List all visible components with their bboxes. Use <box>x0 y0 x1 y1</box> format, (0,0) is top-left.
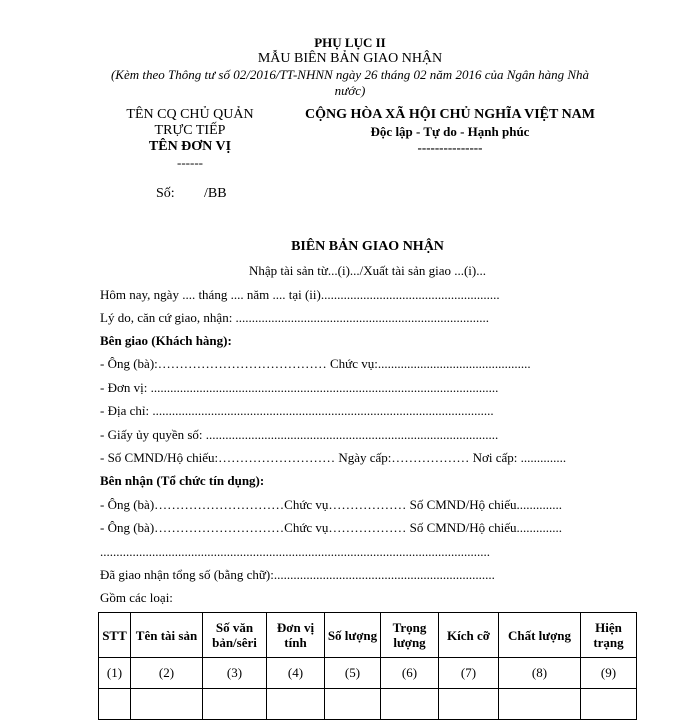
country-name: CỘNG HÒA XÃ HỘI CHỦ NGHĨA VIỆT NAM <box>304 107 595 122</box>
table-cell <box>381 689 439 720</box>
col-header-document-number <box>203 613 267 658</box>
table-cell: (6) <box>381 658 439 689</box>
left-dashes: ------ <box>177 155 203 170</box>
table-cell: (3) <box>203 658 267 689</box>
col-header-stt <box>99 613 131 658</box>
col-header-status <box>581 613 637 658</box>
table-cell <box>267 689 325 720</box>
table-cell <box>203 689 267 720</box>
table-cell <box>131 689 203 720</box>
table-row <box>99 689 637 720</box>
reason-line: Lý do, căn cứ giao, nhận: .............................................................................. <box>100 310 490 325</box>
note-line-1: (Kèm theo Thông tư số 02/2016/TT-NHNN ngày 26 tháng 02 năm 2016 của Ngân hàng Nhà <box>110 67 590 82</box>
table-cell: (7) <box>439 658 499 689</box>
note-line-2: nước) <box>334 83 366 98</box>
total-line: Đã giao nhận tổng số (bằng chữ):.................................................................... <box>100 567 495 582</box>
date-place-line: Hôm nay, ngày .... tháng .... năm .... tại (ii)....................................................... <box>100 287 500 302</box>
agency-line-2: TRỰC TIẾP <box>154 123 226 138</box>
table-header-row <box>99 613 637 658</box>
col-header-quantity <box>325 613 381 658</box>
number-suffix: /BB <box>204 186 227 201</box>
table-cell: (2) <box>131 658 203 689</box>
header-text: bản/sêri <box>212 635 257 650</box>
table-cell <box>581 689 637 720</box>
document-title: BIÊN BẢN GIAO NHẬN <box>291 239 444 254</box>
table-cell <box>439 689 499 720</box>
receiver-heading: Bên nhận (Tổ chức tín dụng): <box>100 473 265 488</box>
giver-name-line: - Ông (bà):………………………………… Chức vụ:............................................... <box>100 356 531 371</box>
header-text: Số văn <box>215 620 254 635</box>
document-subtitle: Nhập tài sản từ...(i).../Xuất tài sản giao ...(i)... <box>248 263 486 278</box>
header-text: Chất lượng <box>507 627 572 643</box>
appendix-heading: PHỤ LỤC II <box>314 35 386 50</box>
col-header-unit <box>267 613 325 658</box>
number-label: Số: <box>156 186 175 201</box>
table-index-row <box>99 658 637 689</box>
header-text: STT <box>102 627 127 643</box>
header-text: Kích cỡ <box>447 627 490 643</box>
agency-line-1: TÊN CQ CHỦ QUẢN <box>126 107 254 122</box>
header-text: trạng <box>593 635 624 650</box>
table-cell: (4) <box>267 658 325 689</box>
table-cell <box>499 689 581 720</box>
table-cell: (1) <box>99 658 131 689</box>
giver-id-line: - Số CMND/Hộ chiếu:……………………… Ngày cấp:……………… Nơi cấp: .............. <box>100 450 567 465</box>
header-text: Đơn vị <box>276 620 315 635</box>
table-cell <box>99 689 131 720</box>
header-text: Hiện <box>595 620 622 635</box>
dotted-line: ........................................................................................................................ <box>100 544 490 559</box>
table-cell: (8) <box>499 658 581 689</box>
header-text: lượng <box>393 635 426 650</box>
giver-address-line: - Địa chỉ: ......................................................................................................... <box>100 403 494 418</box>
table-cell <box>325 689 381 720</box>
giver-authority-line: - Giấy ủy quyền số: .......................................................................................... <box>100 427 499 442</box>
receiver-line-1: - Ông (bà)…………………………Chức vụ……………… Số CMND/Hộ chiếu.............. <box>100 497 563 512</box>
form-title: MẪU BIÊN BẢN GIAO NHẬN <box>257 51 443 66</box>
col-header-asset-name <box>131 613 203 658</box>
national-motto: Độc lập - Tự do - Hạnh phúc <box>370 124 530 139</box>
includes-label: Gồm các loại: <box>100 590 173 605</box>
col-header-size <box>439 613 499 658</box>
col-header-weight <box>381 613 439 658</box>
header-text: Số lượng <box>327 627 378 643</box>
header-text: Tên tài sản <box>135 627 198 643</box>
header-text: Trọng <box>392 620 427 635</box>
table-cell: (5) <box>325 658 381 689</box>
right-dashes: --------------- <box>417 140 483 155</box>
giver-heading: Bên giao (Khách hàng): <box>100 333 232 348</box>
col-header-quality <box>499 613 581 658</box>
asset-table <box>98 612 637 720</box>
receiver-line-2: - Ông (bà)…………………………Chức vụ……………… Số CMND/Hộ chiếu.............. <box>100 520 563 535</box>
giver-unit-line: - Đơn vị: ........................................................................................................... <box>100 380 499 395</box>
unit-name: TÊN ĐƠN VỊ <box>148 139 232 154</box>
header-text: tính <box>284 635 307 650</box>
table-cell: (9) <box>581 658 637 689</box>
